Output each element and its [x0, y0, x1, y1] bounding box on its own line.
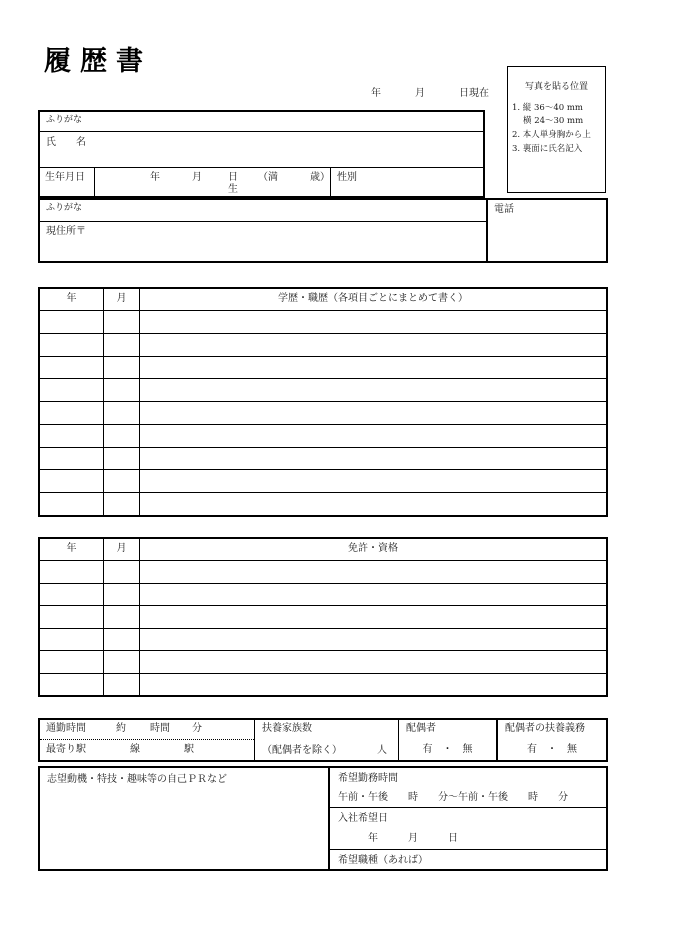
- license-table-row: [40, 673, 606, 696]
- year-cell[interactable]: [40, 334, 104, 356]
- entry-cell[interactable]: [140, 402, 606, 424]
- month-cell[interactable]: [104, 629, 140, 651]
- education-table-row: [40, 447, 606, 470]
- dependents-note-row: [262, 745, 391, 757]
- license-table-body: [40, 561, 606, 695]
- year-cell[interactable]: [40, 629, 104, 651]
- year-cell[interactable]: [40, 561, 104, 583]
- phone-label: 電話: [494, 204, 514, 215]
- name-furigana-label: ふりがな: [46, 115, 83, 125]
- year-cell[interactable]: [40, 425, 104, 447]
- month-cell[interactable]: [104, 311, 140, 333]
- gender-input-area[interactable]: [357, 172, 483, 196]
- year-cell[interactable]: [40, 493, 104, 515]
- year-cell[interactable]: [40, 674, 104, 696]
- name-input-area[interactable]: [86, 137, 483, 167]
- entry-cell[interactable]: [140, 379, 606, 401]
- minutes-unit-label: 分: [192, 723, 202, 734]
- address-row: [40, 222, 486, 261]
- entry-cell[interactable]: [140, 674, 606, 696]
- month-cell[interactable]: [104, 651, 140, 673]
- dependents-cell[interactable]: [255, 720, 399, 760]
- entry-cell[interactable]: [140, 584, 606, 606]
- date-day-current-label: 日現在: [459, 88, 489, 99]
- desired-join-date-label: 入社希望日: [338, 813, 388, 824]
- spouse-yes-no-options[interactable]: 有 ・ 無: [422, 744, 473, 755]
- entry-cell[interactable]: [140, 425, 606, 447]
- education-table-row: [40, 424, 606, 447]
- dependents-unit-label: 人: [377, 745, 387, 756]
- birth-month-label: 月: [192, 172, 202, 183]
- line-suffix-label: 線: [130, 744, 140, 755]
- birth-day-label: 日生: [228, 172, 238, 195]
- self-pr-label: 志望動機・特技・趣味等の自己ＰＲなど: [47, 774, 227, 785]
- month-cell[interactable]: [104, 493, 140, 515]
- entry-cell[interactable]: [140, 448, 606, 470]
- education-table-header: [40, 289, 606, 311]
- month-cell[interactable]: [104, 402, 140, 424]
- spouse-support-yes-no-options[interactable]: 有 ・ 無: [527, 744, 577, 755]
- photo-instruction-2: 2. 本人単身胸から上: [512, 129, 591, 140]
- month-cell[interactable]: [104, 425, 140, 447]
- license-table: [38, 537, 608, 697]
- entry-cell[interactable]: [140, 357, 606, 379]
- year-cell[interactable]: [40, 448, 104, 470]
- nearest-station-label: 最寄り駅: [46, 744, 86, 755]
- month-cell[interactable]: [104, 674, 140, 696]
- education-history-table: [38, 287, 608, 517]
- spouse-support-cell: [498, 720, 606, 760]
- address-furigana-label: ふりがな: [46, 203, 83, 213]
- license-table-row: [40, 561, 606, 583]
- year-cell[interactable]: [40, 651, 104, 673]
- commute-cell: [40, 720, 255, 760]
- education-table-row: [40, 492, 606, 515]
- name-row: [40, 132, 483, 168]
- gender-cell: [330, 168, 483, 196]
- education-table-row: [40, 356, 606, 379]
- license-table-row: [40, 583, 606, 606]
- license-column-header: 免許・資格: [348, 543, 398, 554]
- photo-instruction-1b: 横 24～30 mm: [523, 116, 584, 127]
- date-month-label: 月: [415, 88, 425, 99]
- commute-family-grid: [38, 718, 608, 762]
- entry-cell[interactable]: [140, 470, 606, 492]
- desired-join-date-cell[interactable]: [330, 808, 606, 850]
- education-table-row: [40, 311, 606, 333]
- address-label: 現住所〒: [46, 226, 86, 237]
- year-cell[interactable]: [40, 584, 104, 606]
- entry-cell[interactable]: [140, 606, 606, 628]
- month-column-header: 月: [104, 539, 140, 560]
- birthdate-row: [40, 168, 483, 196]
- preferences-column: [330, 768, 606, 869]
- commute-time-row[interactable]: [40, 720, 254, 740]
- entry-cell[interactable]: [140, 629, 606, 651]
- self-pr-cell[interactable]: [40, 768, 330, 869]
- month-cell[interactable]: [104, 584, 140, 606]
- desired-job-type-label: 希望職種（あれば）: [338, 855, 428, 866]
- education-table-body: [40, 311, 606, 515]
- join-date-value-line: 年 月 日: [368, 833, 458, 844]
- desired-job-type-cell[interactable]: [330, 850, 606, 869]
- photo-placement-box: [507, 66, 606, 193]
- dependents-note: （配偶者を除く）: [262, 745, 342, 756]
- year-cell[interactable]: [40, 311, 104, 333]
- address-box: [38, 198, 488, 263]
- month-cell[interactable]: [104, 606, 140, 628]
- month-cell[interactable]: [104, 334, 140, 356]
- hours-unit-label: 時間: [150, 723, 170, 734]
- age-open-label: （満: [258, 172, 278, 183]
- year-cell[interactable]: [40, 357, 104, 379]
- pr-and-preferences-box: [38, 766, 608, 871]
- entry-cell[interactable]: [140, 493, 606, 515]
- age-close-label: 歳）: [310, 172, 330, 183]
- birthdate-label: 生年月日: [40, 168, 95, 196]
- education-table-row: [40, 469, 606, 492]
- entry-cell[interactable]: [140, 311, 606, 333]
- month-cell[interactable]: [104, 561, 140, 583]
- education-column-header: 学歴・職歴（各項目ごとにまとめて書く）: [278, 293, 468, 304]
- photo-instruction-1: 1. 縦 36～40 mm: [512, 102, 583, 113]
- approx-label: 約: [116, 723, 126, 734]
- license-table-row: [40, 628, 606, 651]
- year-cell[interactable]: [40, 470, 104, 492]
- name-furigana-input-area[interactable]: [82, 115, 483, 131]
- gender-label: 性別: [337, 172, 357, 183]
- education-table-row: [40, 333, 606, 356]
- year-cell[interactable]: [40, 402, 104, 424]
- entry-cell[interactable]: [140, 651, 606, 673]
- year-column-header: 年: [40, 539, 104, 560]
- nearest-station-row[interactable]: [40, 740, 254, 760]
- license-table-row: [40, 605, 606, 628]
- birthdate-input-area[interactable]: [95, 168, 330, 196]
- desired-work-hours-label: 希望勤務時間: [338, 773, 398, 784]
- month-cell[interactable]: [104, 379, 140, 401]
- education-table-row: [40, 401, 606, 424]
- license-table-header: [40, 539, 606, 561]
- entry-cell[interactable]: [140, 561, 606, 583]
- birth-year-label: 年: [150, 172, 160, 183]
- photo-box-title: 写真を貼る位置: [524, 82, 588, 92]
- month-cell[interactable]: [104, 448, 140, 470]
- identity-box: [38, 110, 485, 198]
- page-title: 履歴書: [44, 46, 152, 77]
- desired-work-hours-cell[interactable]: [330, 768, 606, 808]
- date-year-label: 年: [371, 88, 381, 99]
- name-label: 氏 名: [46, 136, 86, 148]
- year-cell[interactable]: [40, 379, 104, 401]
- spouse-support-label: 配偶者の扶養義務: [505, 723, 585, 734]
- address-input-area[interactable]: [86, 226, 486, 261]
- name-furigana-row: [40, 112, 483, 132]
- phone-box: [486, 198, 608, 263]
- month-cell[interactable]: [104, 357, 140, 379]
- year-column-header: 年: [40, 289, 104, 310]
- photo-instruction-3: 3. 裏面に氏名記入: [512, 143, 583, 154]
- work-hours-value-line: 午前・午後 時 分～午前・午後 時 分: [338, 792, 568, 803]
- education-table-row: [40, 378, 606, 401]
- address-furigana-row: [40, 200, 486, 222]
- date-current-line: [371, 88, 489, 100]
- year-cell[interactable]: [40, 606, 104, 628]
- commute-time-label: 通勤時間: [46, 723, 86, 734]
- month-cell[interactable]: [104, 470, 140, 492]
- station-suffix-label: 駅: [184, 744, 194, 755]
- month-column-header: 月: [104, 289, 140, 310]
- spouse-label: 配偶者: [406, 723, 436, 734]
- entry-cell[interactable]: [140, 334, 606, 356]
- dependents-label: 扶養家族数: [262, 723, 312, 734]
- address-furigana-input-area[interactable]: [82, 203, 486, 221]
- license-table-row: [40, 650, 606, 673]
- spouse-cell: [399, 720, 498, 760]
